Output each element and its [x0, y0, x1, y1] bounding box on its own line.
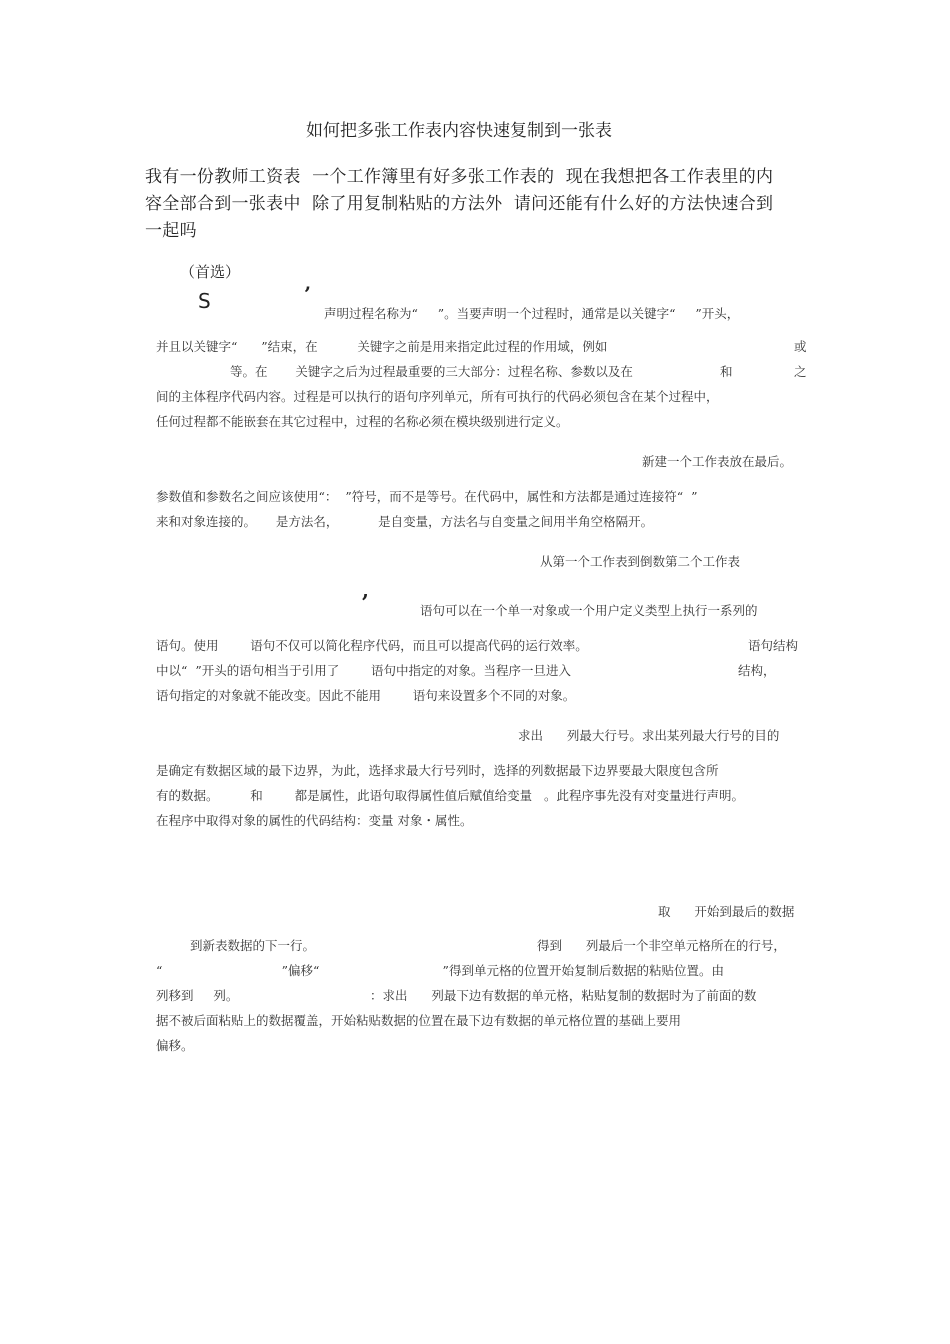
p7-line-5: 据不被后面粘贴上的数据覆盖，开始粘贴数据的位置在最下边有数据的单元格位置的基础上要用	[156, 1013, 682, 1028]
p7-line-3: “ ”偏移“ ”得到单元格的位置开始复制后数据的粘贴位置。由	[156, 963, 724, 978]
p5-line-4: 语句指定的对象就不能改变。因此不能用 语句来设置多个不同的对象。	[156, 688, 576, 703]
page-title: 如何把多张工作表内容快速复制到一张表	[306, 121, 612, 141]
p5-line-3-end: 结构，	[738, 663, 776, 678]
p5-line-1: 语句可以在一个单一对象或一个用户定义类型上执行一系列的	[420, 603, 758, 618]
p5-line-2-end: 语句结构	[748, 638, 799, 653]
preferred-label: （首选）	[180, 263, 241, 281]
comma-mark-1: ’	[304, 282, 311, 306]
p4-line: 从第一个工作表到倒数第二个工作表	[540, 554, 741, 569]
s-mark: S	[198, 289, 211, 313]
p7-line-1: 取 开始到最后的数据	[658, 904, 795, 919]
p6-line-1: 求出 列最大行号。求出某列最大行号的目的	[518, 728, 780, 743]
p1-line-2: 并且以关键字“ ”结束，在 关键字之前是用来指定此过程的作用域，例如	[156, 339, 608, 354]
comma-mark-2: ,	[362, 578, 369, 602]
p7-line-4-end: ：求出 列最下边有数据的单元格，粘贴复制的数据时为了前面的数	[370, 988, 757, 1003]
p3-line-1: 参数值和参数名之间应该使用“： ”符号，而不是等号。在代码中，属性和方法都是通过连接符“ ”	[156, 489, 698, 504]
p7-line-2: 到新表数据的下一行。	[190, 938, 316, 953]
p1-line-1: 声明过程名称为“ ”。当要声明一个过程时，通常是以关键字“ ”开头，	[324, 306, 740, 321]
p7-line-4: 列移到 列。	[156, 988, 239, 1003]
p1-line-2-end: 或	[794, 339, 807, 354]
question-line-1: 我有一份教师工资表 一个工作簿里有好多张工作表的 现在我想把各工作表里的内	[145, 167, 774, 187]
p1-line-3-mid: 和	[720, 364, 733, 379]
p5-line-3: 中以“ ”开头的语句相当于引用了 语句中指定的对象。当程序一旦进入	[156, 663, 572, 678]
p3-line-2: 来和对象连接的。 是方法名， 是自变量，方法名与自变量之间用半角空格隔开。	[156, 514, 654, 529]
p1-line-3: 等。在 关键字之后为过程最重要的三大部分：过程名称、参数以及在	[230, 364, 633, 379]
p6-line-2: 是确定有数据区域的最下边界，为此，选择求最大行号列时，选择的列数据最下边界要最大限度包含所	[156, 763, 719, 778]
p6-line-3: 有的数据。 和 都是属性，此语句取得属性值后赋值给变量 。此程序事先没有对变量进行声明。	[156, 788, 744, 803]
question-line-2: 容全部合到一张表中 除了用复制粘贴的方法外 请问还能有什么好的方法快速合到	[145, 194, 774, 214]
p7-line-2-end: 得到 列最后一个非空单元格所在的行号，	[537, 938, 786, 953]
question-line-3: 一起吗	[145, 221, 197, 241]
p1-line-4: 间的主体程序代码内容。过程是可以执行的语句序列单元，所有可执行的代码必须包含在某个过程中，	[156, 389, 719, 404]
p1-line-5: 任何过程都不能嵌套在其它过程中，过程的名称必须在模块级别进行定义。	[156, 414, 569, 429]
p1-line-3-end: 之	[794, 364, 807, 379]
p5-line-2: 语句。使用 语句不仅可以简化程序代码，而且可以提高代码的运行效率。	[156, 638, 588, 653]
p2-line: 新建一个工作表放在最后。	[642, 454, 793, 469]
p7-line-6: 偏移。	[156, 1038, 194, 1053]
p6-line-4: 在程序中取得对象的属性的代码结构：变量 对象・属性。	[156, 813, 473, 828]
